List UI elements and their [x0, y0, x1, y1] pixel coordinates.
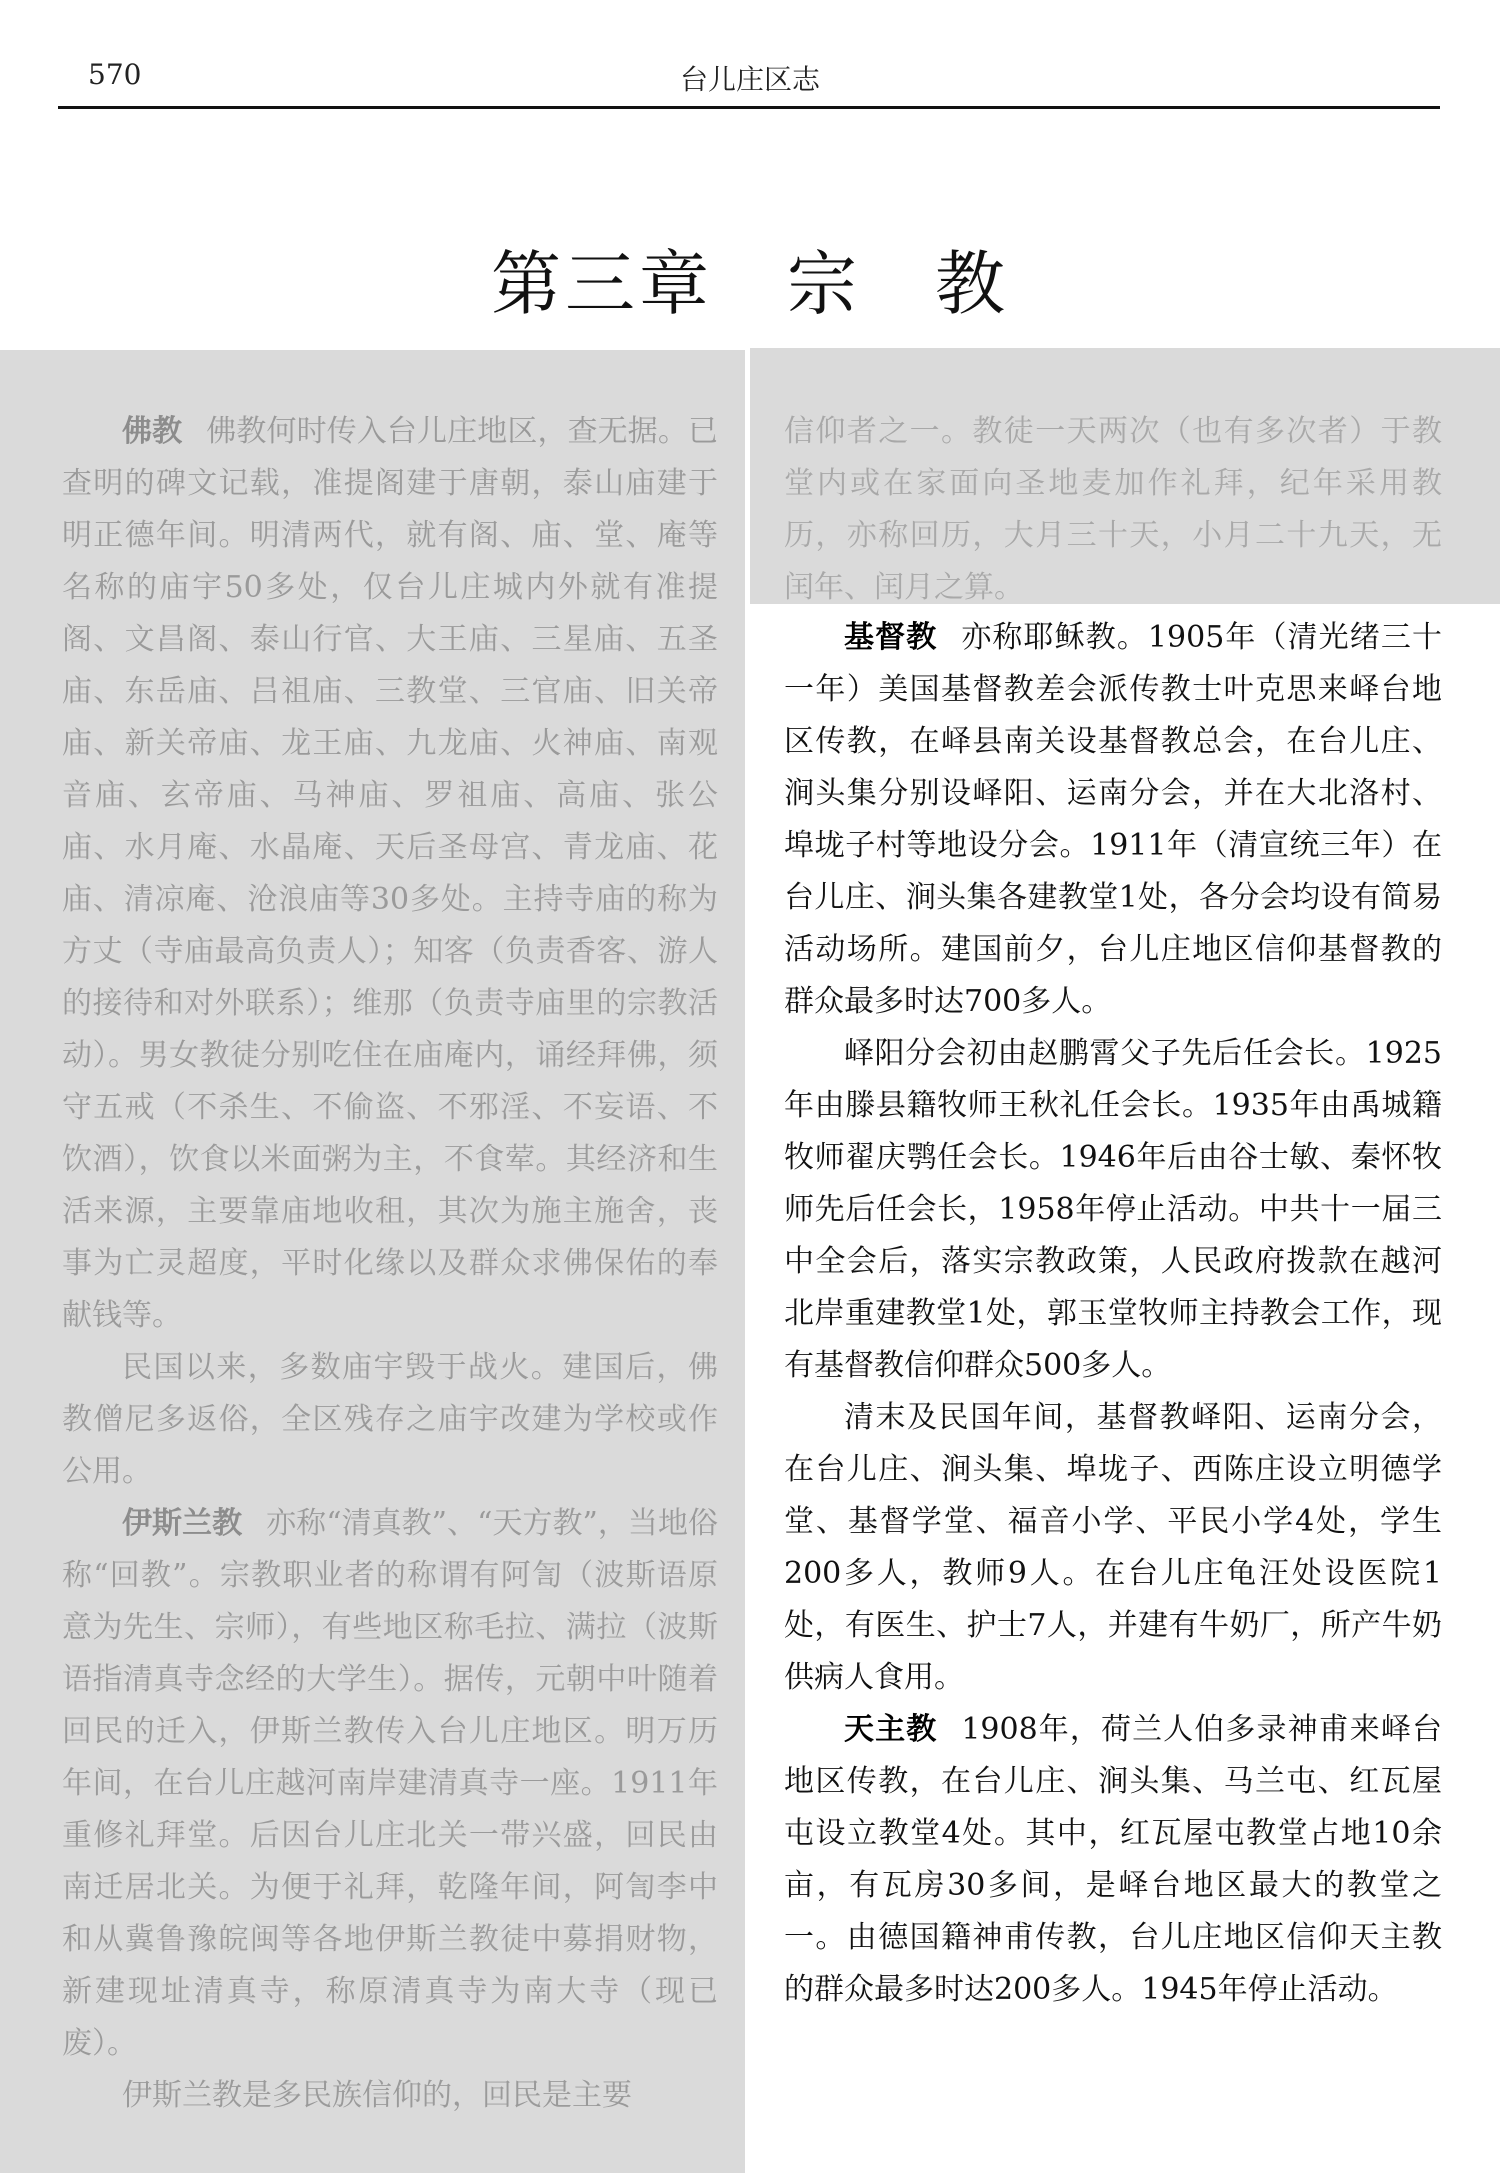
buddhism-text: 佛教何时传入台儿庄地区，查无据。已查明的碑文记载，准提阁建于唐朝，泰山庙建于明正德年间。明清两代，就有阁、庙、堂、庵等名称的庙宇50多处，仅台儿庄城内外就有准提阁、文昌阁、泰山行官、大王庙、三星庙、五圣庙、东岳庙、吕祖庙、三教堂、三官庙、旧关帝庙、新关帝庙、龙王庙、九龙庙、火神庙、南观音庙、玄帝庙、马神庙、罗祖庙、高庙、张公庙、水月庵、水晶庵、天后圣母宫、青龙庙、花庙、清凉庵、沧浪庙等30多处。主持寺庙的称为方丈（寺庙最高负责人）；知客（负责香客、游人的接待和对外联系）；维那（负责寺庙里的宗教活动）。男女教徒分别吃住在庙庵内，诵经拜佛，须守五戒（不杀生、不偷盗、不邪淫、不妄语、不饮酒），饮食以米面粥为主，不食荤。其经济和生活来源，主要靠庙地收租，其次为施主施舍，丧事为亡灵超度，平时化缘以及群众求佛保佑的奉献钱等。: [62, 414, 719, 1333]
right-column-faded: [784, 406, 1442, 614]
christianity-paragraph: [784, 612, 1442, 1028]
buddhism-term: 佛教: [122, 414, 183, 449]
buddhism-paragraph-2: 民国以来，多数庙宇毁于战火。建国后，佛教僧尼多返俗，全区残存之庙宇改建为学校或作公用。: [62, 1350, 718, 1489]
catholicism-text: 1908年，荷兰人伯多录神甫来峄台地区传教，在台儿庄、涧头集、马兰屯、红瓦屋屯设立教堂4处。其中，红瓦屋屯教堂占地10余亩，有瓦房30多间，是峄台地区最大的教堂之一。由德国籍神甫传教，台儿庄地区信仰天主教的群众最多时达200多人。1945年停止活动。: [784, 1712, 1442, 2007]
running-title: 台儿庄区志: [679, 63, 820, 96]
buddhism-paragraph: [62, 406, 718, 1342]
chapter-title: 第三章 宗 教: [491, 243, 1009, 325]
page-number: 570: [88, 58, 142, 91]
christianity-paragraph-2: 峄阳分会初由赵鹏霄父子先后任会长。1925年由滕县籍牧师王秋礼任会长。1935年由禹城籍牧师翟庆鹗任会长。1946年后由谷士敏、秦怀牧师先后任会长，1958年停止活动。中共十一届三中全会后，落实宗教政策，人民政府拨款在越河北岸重建教堂1处，郭玉堂牧师主持教会工作，现有基督教信仰群众500多人。: [784, 1036, 1442, 1383]
islam-term: 伊斯兰教: [122, 1506, 243, 1541]
left-column: [62, 406, 718, 2122]
christianity-paragraph-3: 清末及民国年间，基督教峄阳、运南分会，在台儿庄、涧头集、埠垅子、西陈庄设立明德学堂、基督学堂、福音小学、平民小学4处，学生200多人，教师9人。在台儿庄龟汪处设医院1处，有医生、护士7人，并建有牛奶厂，所产牛奶供病人食用。: [784, 1400, 1442, 1695]
catholicism-paragraph: [784, 1704, 1442, 2016]
header-rule: [58, 106, 1440, 109]
right-column: [784, 612, 1442, 2016]
christianity-text: 亦称耶稣教。1905年（清光绪三十一年）美国基督教差会派传教士叶克思来峄台地区传教，在峄县南关设基督教总会，在台儿庄、涧头集分别设峄阳、运南分会，并在大北洛村、埠垅子村等地设分会。1911年（清宣统三年）在台儿庄、涧头集各建教堂1处，各分会均设有简易活动场所。建国前夕，台儿庄地区信仰基督教的群众最多时达700多人。: [784, 620, 1442, 1019]
christianity-term: 基督教: [844, 620, 938, 655]
catholicism-term: 天主教: [844, 1712, 938, 1747]
islam-paragraph: [62, 1498, 718, 2070]
islam-continued-paragraph: 信仰者之一。教徒一天两次（也有多次者）于教堂内或在家面向圣地麦加作礼拜，纪年采用教历，亦称回历，大月三十天，小月二十九天，无闰年、闰月之算。: [784, 414, 1442, 605]
islam-text: 亦称“清真教”、“天方教”，当地俗称“回教”。宗教职业者的称谓有阿訇（波斯语原意为先生、宗师），有些地区称毛拉、满拉（波斯语指清真寺念经的大学生）。据传，元朝中叶随着回民的迁入，伊斯兰教传入台儿庄地区。明万历年间，在台儿庄越河南岸建清真寺一座。1911年重修礼拜堂。后因台儿庄北关一带兴盛，回民由南迁居北关。为便于礼拜，乾隆年间，阿訇李中和从冀鲁豫皖闽等各地伊斯兰教徒中募捐财物，新建现址清真寺，称原清真寺为南大寺（现已废）。: [62, 1506, 719, 2061]
islam-paragraph-2: 伊斯兰教是多民族信仰的，回民是主要: [122, 2078, 632, 2113]
